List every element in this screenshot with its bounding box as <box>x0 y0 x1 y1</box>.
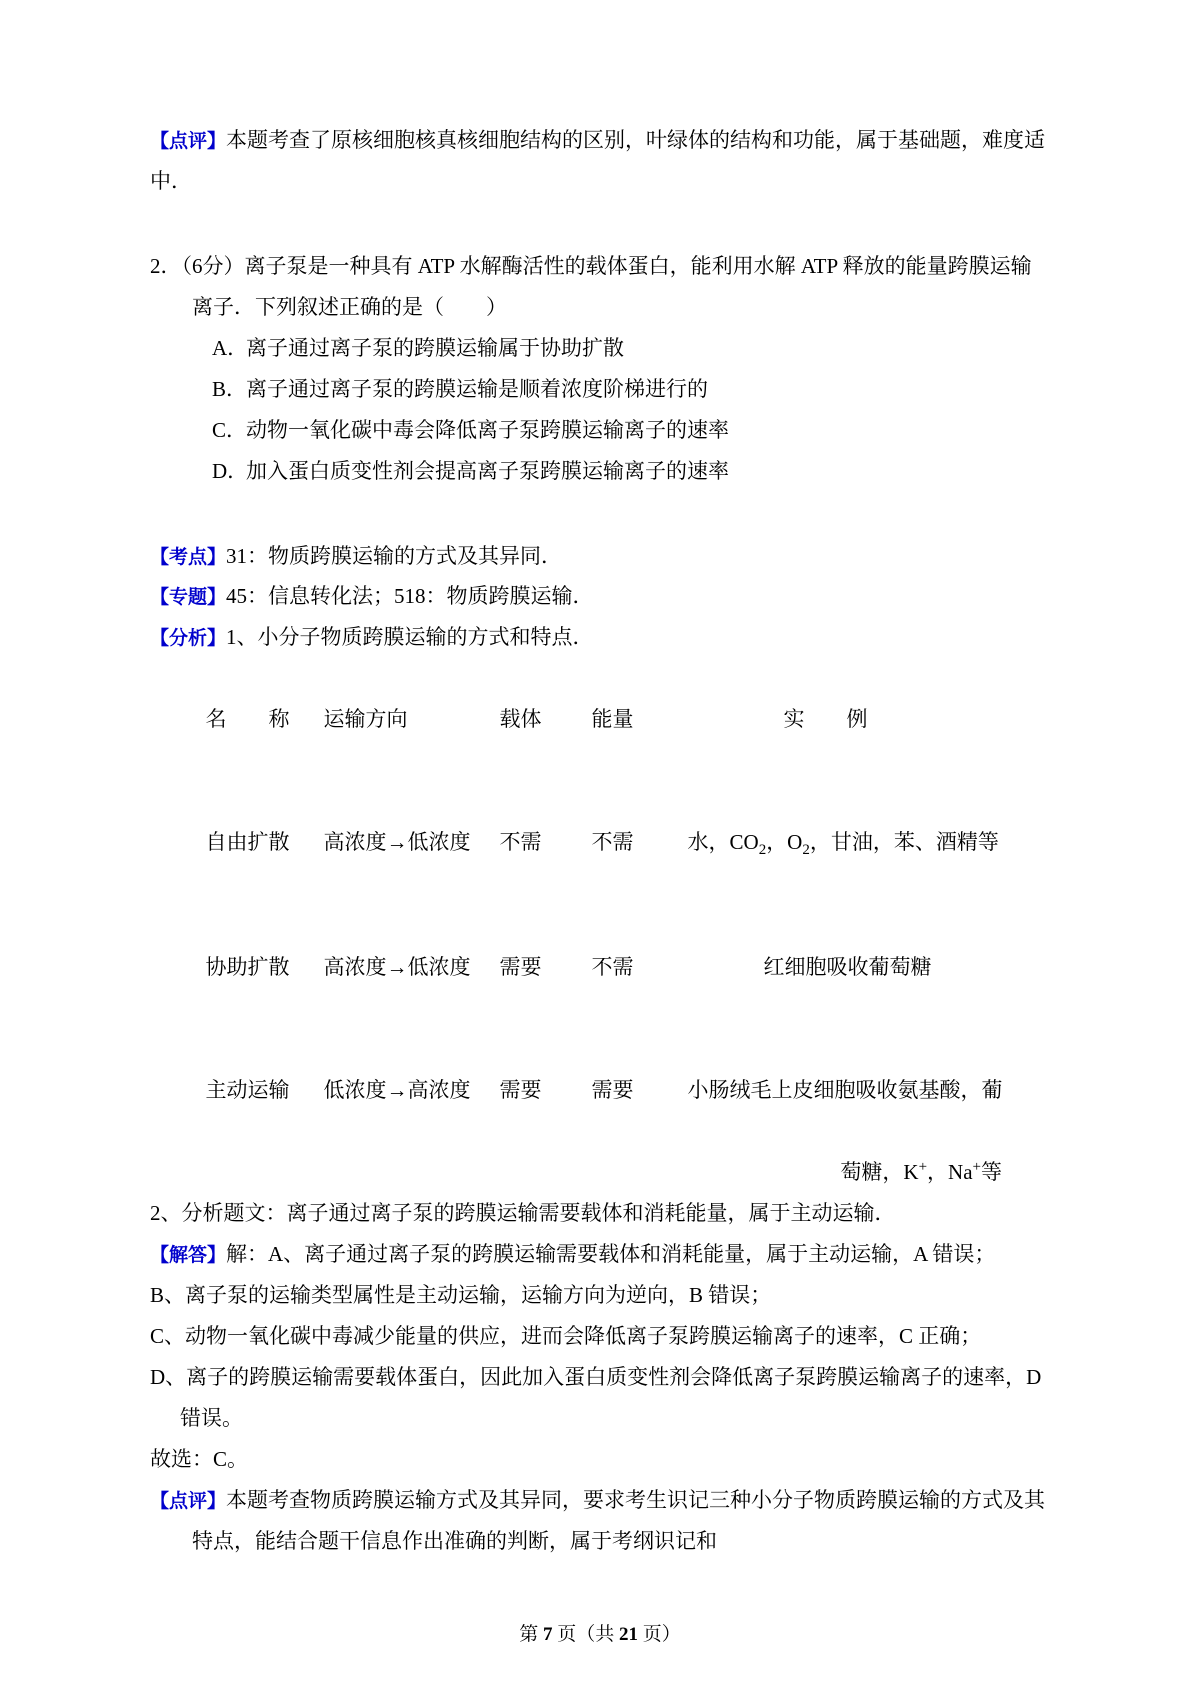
row1-energy: 不需 <box>591 830 634 855</box>
footer-total-pages: 21 <box>619 1624 638 1645</box>
question-stem: 离子泵是一种具有 ATP 水解酶活性的载体蛋白，能利用水解 ATP 释放的能量跨膜运输离子．下列叙述正确的是（ ） <box>192 253 1032 319</box>
transport-table <box>174 658 1050 1193</box>
row3-carrier: 需要 <box>499 1078 542 1103</box>
cont-p4: 等 <box>981 1160 1002 1185</box>
table-header-row <box>174 658 1050 781</box>
page-footer <box>0 1619 1200 1646</box>
row1-example <box>688 822 999 865</box>
row3-name: 主动运输 <box>205 1078 290 1103</box>
header-energy: 能量 <box>591 707 634 732</box>
fenxi-label: 【分析】 <box>150 628 227 650</box>
jieda-line-4 <box>150 1357 1050 1439</box>
row1-example-p0: 水，CO <box>687 830 759 855</box>
row1-example-p2: ，O <box>766 830 803 855</box>
cont-p0: 萄糖，K <box>840 1160 919 1185</box>
jieda-text-4: D、离子的跨膜运输需要载体蛋白，因此加入蛋白质变性剂会降低离子泵跨膜运输离子的速率，D 错误。 <box>150 1364 1042 1430</box>
jieda-line-2 <box>150 1275 1050 1316</box>
zhuanti-block <box>150 576 1050 617</box>
comment-text-2: 本题考查物质跨膜运输方式及其异同，要求考生识记三种小分子物质跨膜运输的方式及其特点，能结合题干信息作出准确的判断，属于考纲识记和 <box>192 1487 1046 1553</box>
zhuanti-label: 【专题】 <box>150 587 227 609</box>
header-name: 名 称 <box>205 707 290 732</box>
option-b <box>150 369 1050 410</box>
option-a-text: 离子通过离子泵的跨膜运输属于协助扩散 <box>246 335 624 360</box>
row2-energy: 不需 <box>591 955 634 980</box>
question-number: 2．（6分） <box>150 253 245 278</box>
row1-example-sub2: 2 <box>802 842 810 859</box>
kaodian-label: 【考点】 <box>150 546 227 568</box>
jieda-text-3: C、动物一氧化碳中毒减少能量的供应，进而会降低离子泵跨膜运输离子的速率，C 正确； <box>150 1323 982 1348</box>
table-row-continuation <box>174 1152 1050 1193</box>
row1-direction: 高浓度→低浓度 <box>323 830 471 855</box>
jieda-line-1 <box>150 1234 1050 1275</box>
option-c-id: C． <box>212 417 248 442</box>
question-2 <box>150 246 1050 492</box>
header-carrier: 载体 <box>499 707 542 732</box>
header-example: 实 例 <box>783 707 868 732</box>
table-row <box>174 781 1050 906</box>
fenxi-block <box>150 617 1050 658</box>
row2-example: 红细胞吸收葡萄糖 <box>763 955 932 980</box>
comment-block-2 <box>150 1480 1050 1562</box>
option-d <box>150 451 1050 492</box>
comment-block-1 <box>150 120 1050 202</box>
row3-direction: 低浓度→高浓度 <box>323 1078 471 1103</box>
footer-middle: 页（共 <box>552 1624 619 1645</box>
footer-page-number: 7 <box>542 1624 553 1645</box>
row1-name: 自由扩散 <box>205 830 290 855</box>
jieda-line-3 <box>150 1316 1050 1357</box>
row2-direction: 高浓度→低浓度 <box>323 955 471 980</box>
comment-label-1: 【点评】 <box>150 131 227 152</box>
kaodian-text: 31：物质跨膜运输的方式及其异同． <box>226 543 563 568</box>
jieda-text-2: B、离子泵的运输类型属性是主动运输，运输方向为逆向，B 错误； <box>150 1282 772 1307</box>
row2-name: 协助扩散 <box>205 955 290 980</box>
footer-prefix: 第 <box>519 1624 543 1645</box>
option-d-text: 加入蛋白质变性剂会提高离子泵跨膜运输离子的速率 <box>246 458 729 483</box>
row3-example: 小肠绒毛上皮细胞吸收氨基酸，葡 <box>687 1078 1003 1103</box>
row1-carrier: 不需 <box>499 830 542 855</box>
cont-sup2: + <box>972 1159 981 1176</box>
jieda-label: 【解答】 <box>150 1244 227 1266</box>
table-row <box>174 1029 1050 1152</box>
jieda-line-5 <box>150 1439 1050 1480</box>
table-row <box>174 906 1050 1029</box>
footer-suffix: 页） <box>638 1624 681 1645</box>
header-direction: 运输方向 <box>323 707 408 732</box>
option-b-id: B． <box>212 376 248 401</box>
kaodian-block <box>150 536 1050 577</box>
option-c <box>150 410 1050 451</box>
jieda-text-5: 故选：C。 <box>150 1446 249 1471</box>
row1-example-p4: ，甘油，苯、酒精等 <box>809 830 999 855</box>
zhuanti-text: 45：信息转化法；518：物质跨膜运输． <box>226 584 594 609</box>
option-c-text: 动物一氧化碳中毒会降低离子泵跨膜运输离子的速率 <box>246 417 729 442</box>
cont-sup1: + <box>918 1159 928 1176</box>
fenxi2-text: 2、分析题文：离子通过离子泵的跨膜运输需要载体和消耗能量，属于主动运输． <box>150 1201 896 1225</box>
row3-energy: 需要 <box>591 1078 634 1103</box>
option-b-text: 离子通过离子泵的跨膜运输是顺着浓度阶梯进行的 <box>246 376 708 401</box>
cont-p2: ，Na <box>927 1160 973 1185</box>
comment-label-2: 【点评】 <box>150 1490 227 1512</box>
row1-example-sub1: 2 <box>758 842 767 859</box>
jieda-text-1: 解：A、离子通过离子泵的跨膜运输需要载体和消耗能量，属于主动运输，A 错误； <box>226 1241 996 1266</box>
option-a <box>150 328 1050 369</box>
fenxi-text: 1、小分子物质跨膜运输的方式和特点． <box>226 625 594 650</box>
option-a-id: A． <box>212 335 249 360</box>
fenxi2-block <box>150 1193 1050 1234</box>
row2-carrier: 需要 <box>499 955 542 980</box>
option-d-id: D． <box>212 458 249 483</box>
comment-text-1: 本题考查了原核细胞核真核细胞结构的区别，叶绿体的结构和功能，属于基础题，难度适中． <box>150 128 1046 193</box>
